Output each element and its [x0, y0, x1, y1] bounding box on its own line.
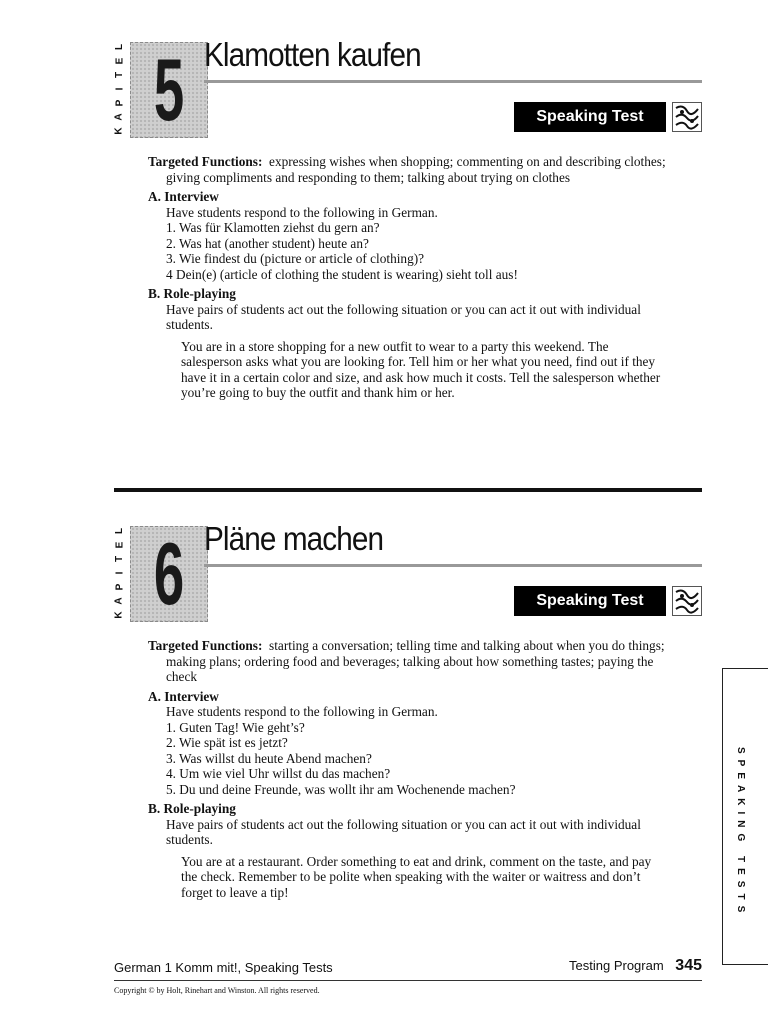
kapitel-label: K A P I T E L [113, 43, 125, 135]
chapter-number-stamp [130, 42, 208, 138]
roleplay-situation: You are at a restaurant. Order something to eat and drink, comment on the taste, and pay the check. Remember to be polite when speaking with the waiter or waitress and don’t forget to leave a tip! [181, 853, 652, 900]
list-item: 1. Was für Klamotten ziehst du gern an? [166, 220, 380, 235]
page-number: 345 [675, 957, 702, 974]
chapter-number: 6 [153, 524, 185, 623]
list-item: 1. Guten Tag! Wie geht’s? [166, 719, 305, 735]
speaking-test-badge: Speaking Test [514, 586, 666, 616]
list-item: 3. Was willst du heute Abend machen? [166, 750, 372, 766]
targeted-functions: Targeted Functions: expressing wishes when shopping; commenting on and describing clothes; giving compliments and responding to them; talking about trying on clothes [148, 154, 666, 185]
list-item: 2. Wie spät ist es jetzt? [166, 735, 288, 750]
interview-intro: Have students respond to the following in German. [166, 704, 438, 719]
roleplay-heading: B. Role-playing [148, 801, 236, 816]
roleplay-intro: Have pairs of students act out the following situation or you can act it out with individual students. [166, 816, 641, 847]
footer-program: Testing Program [569, 958, 664, 973]
title-rule [204, 564, 702, 567]
targeted-functions: Targeted Functions: starting a conversation; telling time and talking about when you do things; making plans; ordering food and beverages; talking about how something tastes; paying the check [148, 638, 665, 684]
side-tab-label: SPEAKING TESTS [735, 747, 746, 919]
section-divider [114, 488, 702, 492]
chapter-number: 5 [153, 40, 185, 139]
list-item: 4 Dein(e) (article of clothing the student is wearing) sieht toll aus! [166, 266, 518, 282]
chapter-6-content [148, 638, 668, 900]
copyright: Copyright © by Holt, Rinehart and Winston. All rights reserved. [114, 986, 320, 995]
side-tab-speaking-tests [722, 668, 768, 965]
interview-heading: A. Interview [148, 688, 219, 704]
interview-heading: A. Interview [148, 189, 219, 204]
list-item: 2. Was hat (another student) heute an? [166, 235, 369, 251]
list-item: 3. Wie findest du (picture or article of clothing)? [166, 251, 425, 266]
roleplay-heading: B. Role-playing [148, 286, 236, 301]
footer-rule [114, 980, 702, 981]
chapter-5-content [148, 154, 668, 401]
title-rule [204, 80, 702, 83]
ornament-icon [672, 102, 702, 132]
chapter-title: Klamotten kaufen [204, 36, 421, 73]
footer-right [569, 957, 702, 975]
roleplay-situation: You are in a store shopping for a new outfit to wear to a party this weekend. The salesperson asks what you are looking for. Tell him or her what you need, find out if they have it in a certain color and size, and ask how much it costs. Tell the salesperson whether you’re going to buy the outfit and thank him or her. [181, 338, 661, 400]
chapter-number-stamp [130, 526, 208, 622]
interview-intro: Have students respond to the following in German. [166, 204, 438, 220]
footer-title: German 1 Komm mit!, Speaking Tests [114, 960, 333, 975]
kapitel-label: K A P I T E L [113, 527, 125, 619]
roleplay-intro: Have pairs of students act out the following situation or you can act it out with individual students. [166, 301, 641, 332]
list-item: 4. Um wie viel Uhr willst du das machen? [166, 766, 391, 781]
chapter-title: Pläne machen [204, 520, 384, 557]
ornament-icon [672, 586, 702, 616]
speaking-test-badge: Speaking Test [514, 102, 666, 132]
list-item: 5. Du und deine Freunde, was wollt ihr am Wochenende machen? [166, 781, 516, 797]
